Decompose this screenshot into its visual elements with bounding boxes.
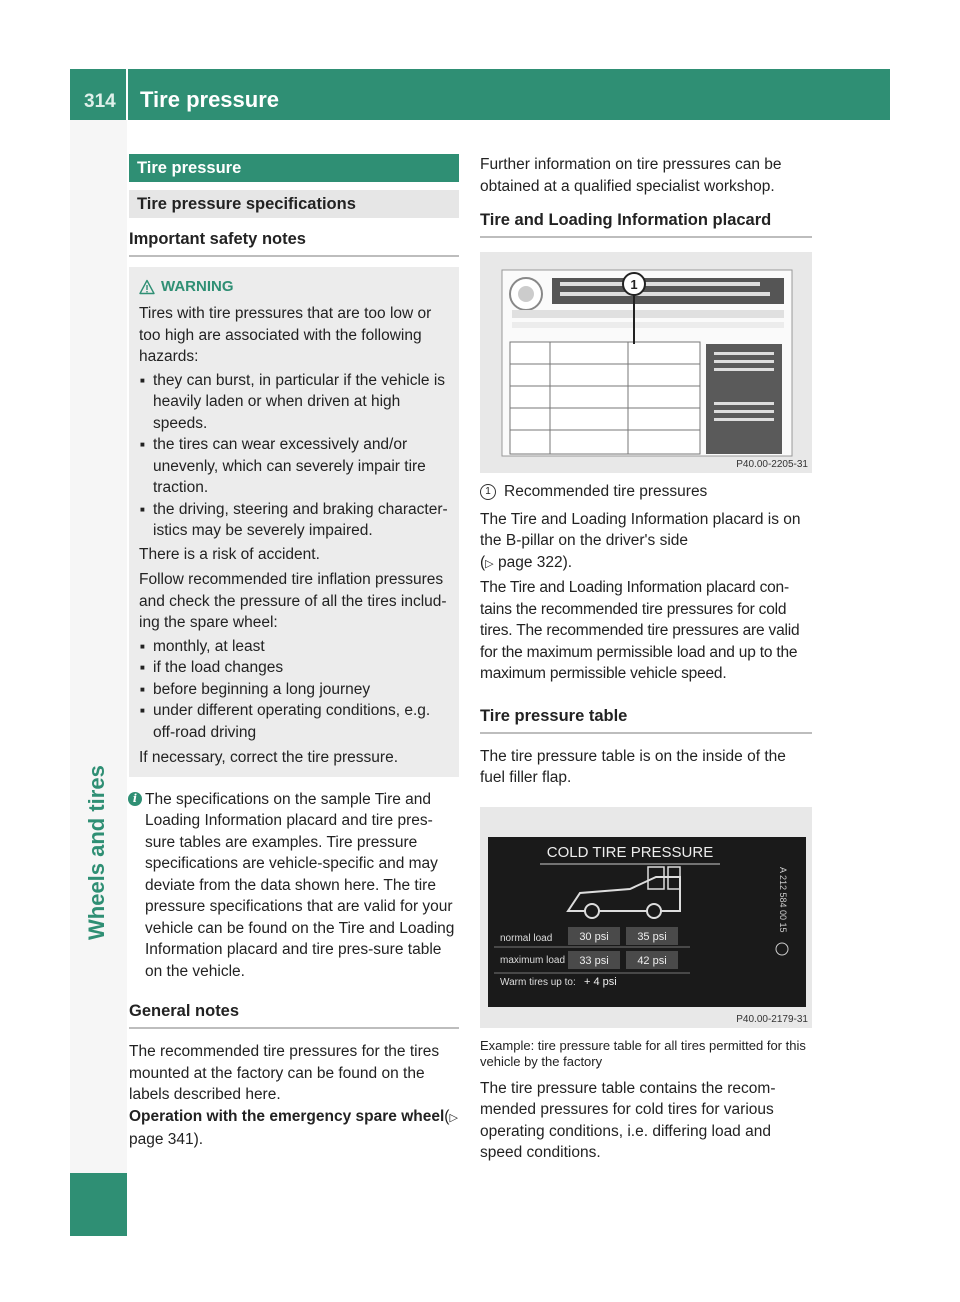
- further-info-text: Further information on tire pressures can be obtained at a qualified specialist workshop.: [480, 156, 782, 195]
- page-ref-arrow-icon: ▷: [449, 1111, 458, 1124]
- list-item: ■ the driving, steering and braking character-istics may be severely impaired.: [139, 499, 449, 542]
- left-column: [129, 154, 459, 1151]
- list-item: ■ under different operating conditions, e.g. off-road driving: [139, 700, 449, 743]
- tire-pressure-table-illustration: [480, 807, 812, 1028]
- warning-header: [139, 277, 449, 297]
- list-item: ■ if the load changes: [139, 657, 449, 679]
- hazard-list: [139, 370, 449, 542]
- info-note-text: The specifications on the sample Tire and Loading Information placard and tire pres-sure tables are examples. Tire pressure specifications are vehicle-specific and may deviate from the data shown here. The tire pressure specifications that are valid for your vehicle can be found on the Tire and Loading Information placard and tire pres-sure table on the vehicle.: [145, 790, 455, 980]
- section-title: Tire pressure: [129, 154, 459, 182]
- placard-callout-number: 1: [630, 277, 638, 292]
- table-contents-text: The tire pressure table contains the recom-mended pressures for cold tires for various operating conditions, i.e. differing load and speed conditions.: [480, 1079, 776, 1161]
- table-caption: Example: tire pressure table for all tires permitted for this vehicle by the factory: [480, 1037, 806, 1069]
- safety-heading: Important safety notes: [129, 230, 459, 257]
- callout-number-icon: 1: [480, 484, 496, 500]
- header-title: Tire pressure: [140, 87, 280, 112]
- right-column: [480, 154, 812, 1164]
- chapter-side-tab: Wheels and tires: [70, 120, 127, 1236]
- table-heading: Tire pressure table: [480, 707, 812, 734]
- table-image-value: 30 psi: [579, 930, 609, 943]
- table-location-text: The tire pressure table is on the inside of the fuel filler flap.: [480, 747, 786, 786]
- subsection-title: Tire pressure specifications: [129, 190, 459, 218]
- placard-image: [480, 252, 812, 473]
- header-divider: [126, 69, 128, 120]
- placard-ref[interactable]: page 322).: [497, 553, 573, 571]
- warning-intro: Tires with tire pressures that are too low or too high are associated with the following hazards:: [139, 305, 432, 365]
- tire-pressure-table-image: [480, 807, 812, 1028]
- placard-contents-text: The Tire and Loading Information placard con-tains the recommended tire pressures for cold tires. The recommended tire pressures are valid for the maximum permissible load and up to the maximum permissible vehicle speed.: [480, 579, 800, 682]
- table-image-title: COLD TIRE PRESSURE: [546, 843, 714, 861]
- general-notes-text: The recommended tire pressures for the tires mounted at the factory can be found on the labels described here.: [129, 1043, 440, 1103]
- general-notes-heading: General notes: [129, 1002, 459, 1029]
- list-item: ■ monthly, at least: [139, 636, 449, 658]
- table-image-value: 42 psi: [637, 954, 667, 967]
- table-image-warm-value: + 4 psi: [584, 975, 617, 988]
- page-header: [70, 69, 890, 120]
- warning-title: WARNING: [161, 278, 234, 295]
- emergency-spare-ref[interactable]: page 341).: [129, 1131, 204, 1148]
- list-item: ■ they can burst, in particular if the vehicle is heavily laden or when driven at high speeds.: [139, 370, 449, 435]
- placard-location-text: The Tire and Loading Information placard is on the B-pillar on the driver's side: [480, 510, 801, 549]
- callout-caption: [480, 481, 812, 503]
- table-image-row1-label: normal load: [500, 932, 553, 944]
- callout-text: Recommended tire pressures: [504, 483, 708, 500]
- list-item: ■ before beginning a long journey: [139, 679, 449, 701]
- warning-triangle-icon: [139, 279, 155, 295]
- table-image-value: 33 psi: [579, 954, 609, 967]
- risk-text: There is a risk of accident.: [139, 545, 320, 563]
- page-ref-arrow-icon: ▷: [485, 557, 494, 570]
- placard-illustration: [480, 252, 812, 473]
- info-icon: i: [128, 792, 142, 806]
- table-image-code: P40.00-2179-31: [736, 1013, 808, 1025]
- check-list: [139, 636, 449, 744]
- info-note: [129, 789, 459, 983]
- page-number: 314: [84, 91, 116, 112]
- table-image-value: 35 psi: [637, 930, 667, 943]
- table-image-warm-label: Warm tires up to:: [500, 976, 576, 988]
- correct-text: If necessary, correct the tire pressure.: [139, 749, 399, 766]
- list-item: ■ the tires can wear excessively and/or unevenly, which can severely impair tire traction.: [139, 434, 449, 499]
- placard-heading: Tire and Loading Information placard: [480, 211, 812, 238]
- placard-image-code: P40.00-2205-31: [736, 459, 808, 470]
- table-image-row2-label: maximum load: [500, 954, 566, 966]
- emergency-spare-text: Operation with the emergency spare wheel(▷ page 341).: [129, 1107, 458, 1148]
- follow-text: Follow recommended tire inflation pressures and check the pressure of all the tires includ-ing the spare wheel:: [139, 571, 447, 631]
- chapter-marker: [70, 1173, 127, 1236]
- table-image-part-code: A 212 584 00 15: [778, 866, 788, 933]
- emergency-spare-bold: Operation with the emergency spare wheel: [129, 1107, 445, 1125]
- placard-ref-line: (▷ page 322).: [480, 553, 573, 571]
- warning-box: [129, 267, 459, 777]
